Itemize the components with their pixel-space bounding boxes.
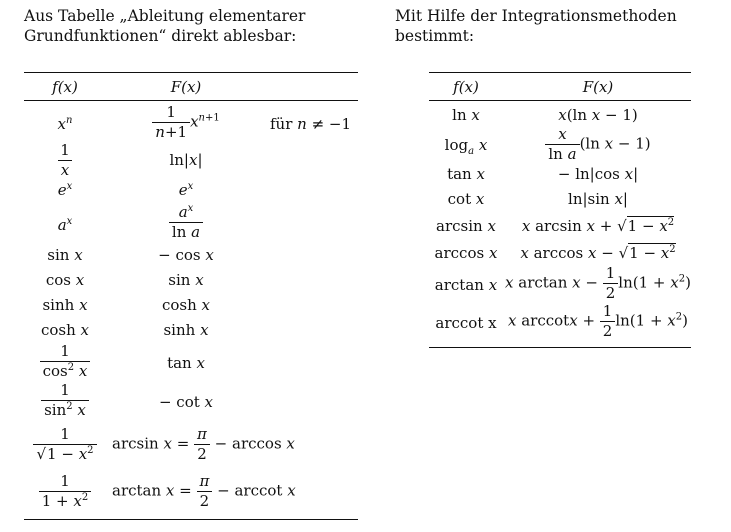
left-row-9-F: − cot x <box>158 393 214 411</box>
left-row-0-F: $\frac{1}{n+1}$ $x^{n+1}$ <box>122 104 250 141</box>
right-row-4-F: x $\arcsin x + √1 - x^2$ <box>521 217 675 235</box>
right-row-5-f: arccos x <box>434 244 498 262</box>
left-row-2-f: $e^x$ <box>57 181 73 199</box>
left-row-4-f: sin x <box>47 246 83 264</box>
right-row-7-F: x arccotx + $\frac{1}{2}$ $\ln(1 + x^2)$ <box>507 302 688 340</box>
right-table-header-rule <box>429 100 691 101</box>
right-row-0-F: x(ln x − 1) <box>558 106 638 124</box>
right-row-3-f: cot x <box>447 190 485 208</box>
left-row-10-f: $\frac{1}{√1 - x^2}$ <box>24 426 106 463</box>
left-row-11-F: arctan x = $\frac{\pi}{2}$ − arccot x <box>112 472 296 510</box>
left-row-0-condition: für n ≠ −1 <box>270 115 352 133</box>
right-row-6-F: x arctan x − $\frac{1}{2}$ $\ln(1 + x^2)$ <box>505 264 691 302</box>
left-row-5-F: sin x <box>168 271 204 289</box>
left-row-2-F: $e^x$ <box>178 181 194 199</box>
right-table-bottom-rule <box>429 347 691 348</box>
left-row-1-F: ln|x| <box>169 151 203 169</box>
left-row-1-f: $\frac{1}{x}$ <box>24 142 106 179</box>
left-row-9-f: $\frac{1}{\sin^2 x}$ <box>24 382 106 419</box>
left-header-f: f(x) <box>52 78 78 96</box>
right-row-2-F: − ln|cos x| <box>557 165 639 183</box>
left-row-11-f: $\frac{1}{1 + x^2}$ <box>24 473 106 510</box>
right-row-2-f: tan x <box>447 165 485 183</box>
left-row-5-f: cos x <box>45 271 85 289</box>
left-row-7-f: cosh x <box>40 321 90 339</box>
right-row-5-F: x $\arccos x - √1 - x^2$ <box>520 244 676 262</box>
intro-left: Aus Tabelle „Ableitung elementarer Grundfunktionen“ direkt ablesbar: <box>24 7 306 45</box>
left-row-4-F: − cos x <box>158 246 214 264</box>
right-header-f: f(x) <box>453 78 479 96</box>
right-row-1-F: $\frac{x}{\text{ln a}}$ (ln x − 1) <box>505 126 691 163</box>
left-table-top-rule <box>24 72 358 73</box>
left-row-0-f: $x^n$ <box>57 115 73 133</box>
right-row-7-f: arccot x <box>435 314 497 332</box>
right-row-1-f: $\log_a x$ <box>444 136 488 157</box>
right-row-0-f: ln x <box>452 106 480 124</box>
right-row-6-f: arctan x <box>434 276 498 294</box>
left-table-header-rule <box>24 100 358 101</box>
left-row-3-F: $\frac{a^x}{\text{ln a}}$ <box>122 204 250 241</box>
right-header-F: F(x) <box>582 78 614 96</box>
left-row-3-f: $a^x$ <box>57 216 73 234</box>
left-row-10-F: arcsin x = $\frac{\pi}{2}$ − arccos x <box>112 425 295 463</box>
intro-right: Mit Hilfe der Integrationsmethoden bestimmt: <box>395 7 677 45</box>
right-row-3-F: ln|sin x| <box>568 190 628 208</box>
left-row-8-F: tan x <box>167 354 205 372</box>
left-row-6-f: sinh x <box>42 296 88 314</box>
right-row-4-f: arcsin x <box>436 217 496 235</box>
left-row-8-f: $\frac{1}{\cos^2 x}$ <box>24 343 106 380</box>
right-table-top-rule <box>429 72 691 73</box>
left-row-6-F: cosh x <box>161 296 211 314</box>
left-row-7-F: sinh x <box>163 321 209 339</box>
left-table-bottom-rule <box>24 519 358 520</box>
left-header-F: F(x) <box>170 78 202 96</box>
